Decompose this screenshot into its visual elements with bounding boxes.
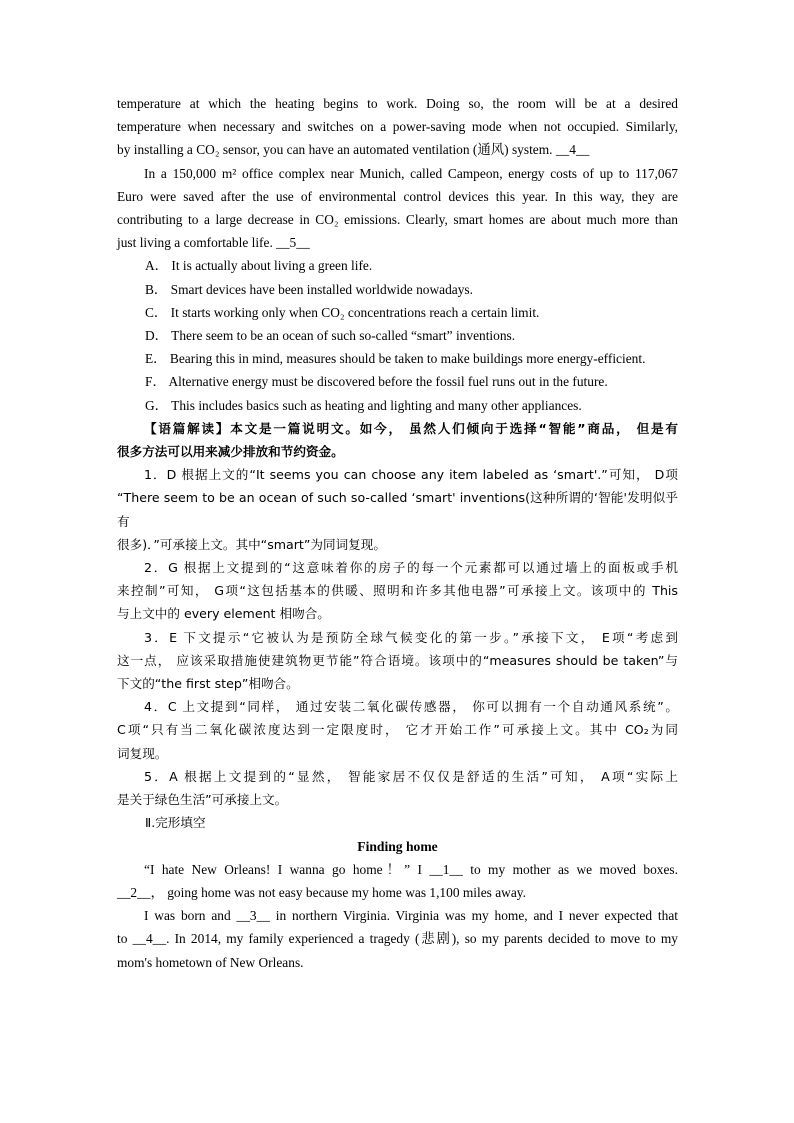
option-c: C． It starts working only when CO₂ concentrations reach a certain limit. xyxy=(145,304,540,320)
cloze-line: mom's hometown of New Orleans. xyxy=(117,954,304,970)
analysis-line: 3．E 下文提示“它被认为是预防全球气候变化的第一步。”承接下文， E项“考虑到 xyxy=(144,629,678,645)
passage-line: temperature at which the heating begins to work. Doing so, the room will be at a desired xyxy=(117,96,678,111)
analysis-line: 是关于绿色生活”可承接上文。 xyxy=(117,792,288,808)
analysis-line: 与上文中的 every element 相吻合。 xyxy=(117,606,330,622)
document-page xyxy=(117,92,678,974)
option-d: D． There seem to be an ocean of such so-called “smart” inventions. xyxy=(145,328,516,344)
section-heading: Ⅱ.完形填空 xyxy=(145,815,206,831)
cloze-line: “I hate New Orleans! I wanna go home！” I __1__ to my mother as we moved boxes. xyxy=(144,861,678,877)
passage-title: Finding home xyxy=(357,838,438,854)
analysis-line: “There seem to be an ocean of such so-called ‘smart' inventions(这种所谓的‘智能'发明似乎有 xyxy=(117,490,678,529)
analysis-line: 很多)．”可承接上文。其中“smart”为同词复现。 xyxy=(117,536,386,552)
analysis-line: 【语篇解读】本文是一篇说明文。如今， 虽然人们倾向于选择“智能”商品， 但是有 xyxy=(144,420,678,436)
analysis-line: 来控制”可知， G项“这包括基本的供暖、照明和许多其他电器”可承接上文。该项中的 This xyxy=(117,583,678,599)
analysis-line: 4．C 上文提到“同样， 通过安装二氧化碳传感器， 你可以拥有一个自动通风系统”。 xyxy=(144,699,678,715)
analysis-line: 很多方法可以用来减少排放和节约资金。 xyxy=(117,444,344,460)
passage-line: Euro were saved after the use of environmental control devices this year. In this way, they are xyxy=(117,188,678,204)
analysis-line: 2．G 根据上文提到的“这意味着你的房子的每一个元素都可以通过墙上的面板或手机 xyxy=(144,560,678,576)
option-g: G． This includes basics such as heating and lighting and many other appliances. xyxy=(145,397,582,413)
option-f: F． Alternative energy must be discovered before the fossil fuel runs out in the future. xyxy=(145,374,608,390)
cloze-section xyxy=(117,811,678,973)
cloze-line: I was born and __3__ in northern Virginia. Virginia was my home, and I never expected that xyxy=(144,908,678,924)
analysis-line: 1．D 根据上文的“It seems you can choose any item labeled as ‘smart'.”可知， D项 xyxy=(144,467,678,483)
analysis-line: C项“只有当二氧化碳浓度达到一定限度时， 它才开始工作”可承接上文。其中 CO₂为同 xyxy=(117,722,678,738)
passage-line: by installing a CO₂ sensor, you can have an automated ventilation (通风) system. __4__ xyxy=(117,142,590,158)
cloze-line: to __4__. In 2014, my family experienced a tragedy (悲剧), so my parents decided to move to my xyxy=(117,931,678,947)
analysis-line: 5．A 根据上文提到的“显然， 智能家居不仅仅是舒适的生活”可知， A项“实际上 xyxy=(144,768,678,784)
option-b: B． Smart devices have been installed worldwide nowadays. xyxy=(145,281,473,297)
cloze-line: __2__， going home was not easy because my home was 1,100 miles away. xyxy=(117,884,526,900)
analysis-line: 这一点， 应该采取措施使建筑物更节能”符合语境。该项中的“measures should be taken”与 xyxy=(117,652,678,668)
passage-line: In a 150,000 m² office complex near Munich, called Campeon, energy costs of up to 117,067 xyxy=(144,165,678,181)
option-a: A． It is actually about living a green life. xyxy=(145,258,373,274)
analysis-line: 词复现。 xyxy=(117,745,168,761)
passage-line: just living a comfortable life. __5__ xyxy=(117,235,310,251)
option-e: E． Bearing this in mind, measures should be taken to make buildings more energy-efficient. xyxy=(145,351,646,367)
analysis-section xyxy=(117,417,678,811)
analysis-line: 下文的“the first step”相吻合。 xyxy=(117,676,299,692)
passage-text xyxy=(117,92,678,254)
options-list xyxy=(117,254,678,416)
passage-line: temperature when necessary and switches on a power-saving mode when not occupied. Similarly, xyxy=(117,119,678,135)
passage-line: contributing to a large decrease in CO₂ emissions. Clearly, smart homes are about much more than xyxy=(117,212,678,228)
